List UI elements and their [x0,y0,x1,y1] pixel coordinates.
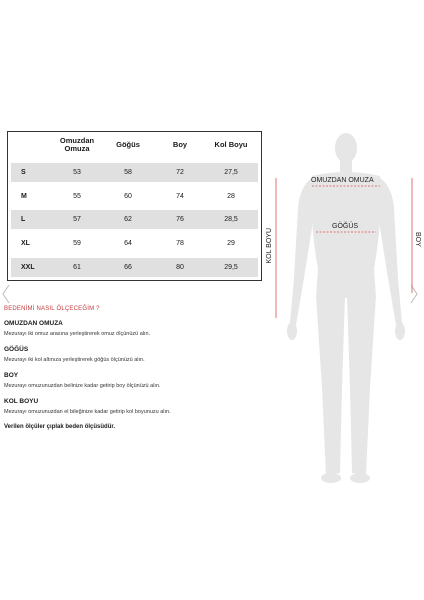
sleeve-cell: 27,5 [224,169,238,176]
header-chest: Göğüs [116,140,140,149]
guide-item-desc: Mezurayı omuzunuzdan el bileğinize kadar getirip kol boyunuzu alın. [4,409,171,415]
sleeve-cell: 28,5 [224,216,238,223]
chest-cell: 64 [124,240,132,247]
guide-item-desc: Mezurayı omuzunuzdan belinize kadar getirip boy ölçünüzü alın. [4,383,161,389]
guide-item-title: OMUZDAN OMUZA [4,320,63,327]
body-measurement-figure [268,128,424,488]
table-row [11,258,258,277]
table-row [11,187,258,206]
size-cell: S [21,169,26,176]
shoulder-cell: 55 [73,193,81,200]
chest-cell: 62 [124,216,132,223]
guide-item-title: KOL BOYU [4,398,39,405]
chevron-left-icon [2,284,10,304]
length-cell: 72 [176,169,184,176]
size-cell: XL [21,240,30,247]
previous-image-arrow[interactable] [2,284,10,304]
sleeve-cell: 28 [227,193,235,200]
length-cell: 76 [176,216,184,223]
guide-item-desc: Mezurayı iki omuz arasına yerleştirerek omuz ölçünüzü alın. [4,331,151,337]
shoulder-cell: 61 [73,264,81,271]
size-chart-table [7,131,262,281]
guide-item-title: GÖĞÜS [4,346,29,353]
length-cell: 80 [176,264,184,271]
table-row [11,234,258,253]
shoulder-cell: 59 [73,240,81,247]
measurement-guide [4,306,266,436]
header-length: Boy [172,140,188,149]
chest-cell: 60 [124,193,132,200]
size-cell: M [21,193,27,200]
guide-heading: BEDENİMİ NASIL ÖLÇECEĞİM ? [4,306,100,312]
guide-note: Verilen ölçüler çıplak beden ölçüsüdür. [4,424,116,430]
sleeve-measure-label: KOL BOYU [266,228,273,264]
sleeve-cell: 29 [227,240,235,247]
chest-cell: 66 [124,264,132,271]
length-cell: 74 [176,193,184,200]
sleeve-cell: 29,5 [224,264,238,271]
size-cell: L [21,216,26,223]
table-row [11,163,258,182]
header-sleeve: Kol Boyu [214,140,248,149]
table-row [11,210,258,229]
size-cell: XXL [21,264,35,271]
table-header [8,137,261,161]
length-measure-label: BOY [414,232,421,247]
guide-item-title: BOY [4,372,19,379]
length-cell: 78 [176,240,184,247]
header-shoulder: Omuzdan Omuza [59,136,95,153]
shoulder-measure-label: OMUZDAN OMUZA [311,177,374,184]
chest-measure-label: GÖĞÜS [332,223,359,230]
shoulder-cell: 57 [73,216,81,223]
shoulder-cell: 53 [73,169,81,176]
chest-cell: 58 [124,169,132,176]
guide-item-desc: Mezurayı iki kol altınıza yerleştirerek göğüs ölçünüzü alın. [4,357,145,363]
